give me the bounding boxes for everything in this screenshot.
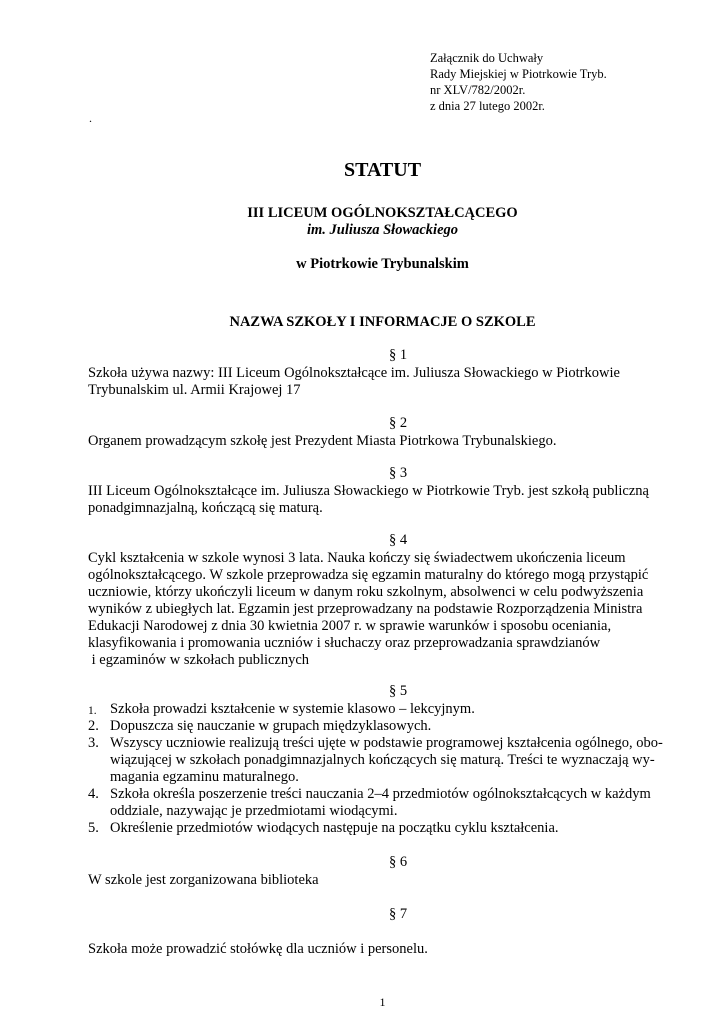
paragraph-5 <box>88 683 668 837</box>
paragraph-line: i egzaminów w szkołach publicznych <box>88 652 310 668</box>
paragraph-3 <box>88 465 668 517</box>
school-city: w Piotrkowie Trybunalskim <box>296 256 469 272</box>
paragraph-number: § 3 <box>388 465 408 481</box>
list-item-text: Szkoła prowadzi kształcenie w systemie klasowo – lekcyjnym. <box>110 701 475 717</box>
document-title: STATUT <box>343 159 422 181</box>
annex-line-4: z dnia 27 lutego 2002r. <box>430 99 545 113</box>
paragraph-2 <box>88 415 668 450</box>
list-item-number: 5. <box>88 820 99 836</box>
section-heading: NAZWA SZKOŁY I INFORMACJE O SZKOLE <box>229 314 536 330</box>
list-item-number: 1. <box>88 705 97 717</box>
annex-line-2: Rady Miejskiej w Piotrkowie Tryb. <box>430 67 607 81</box>
paragraph-line: Cykl kształcenia w szkole wynosi 3 lata. Nauka kończy się świadectwem ukończenia liceum <box>88 550 626 566</box>
paragraph-line: ogólnokształcącego. W szkole przeprowadza się egzamin maturalny do którego mogą przystąpić <box>88 567 649 583</box>
paragraph-number: § 2 <box>388 415 408 431</box>
numbered-list <box>88 701 668 837</box>
paragraph-text: Organem prowadzącym szkołę jest Prezydent Miasta Piotrkowa Trybunalskiego. <box>88 433 557 449</box>
page-number: 1 <box>379 995 386 1009</box>
list-item-text: Wszyscy uczniowie realizują treści ujęte w podstawie programowej kształcenia ogólnego, obo-wiązującej w szkołach ponadgimnazjalnych kończących się maturą. Treści te wyznaczają wy-magania egzaminu maturalnego. <box>110 735 663 785</box>
list-item-number: 4. <box>88 786 99 802</box>
paragraph-text: Szkoła może prowadzić stołówkę dla uczniów i personelu. <box>88 941 428 957</box>
list-item-text: Dopuszcza się nauczanie w grupach międzyklasowych. <box>110 718 432 734</box>
list-item <box>88 701 668 718</box>
paragraph-line: Edukacji Narodowej z dnia 30 kwietnia 2007 r. w sprawie warunków i sposobu oceniania, <box>88 618 612 634</box>
paragraph-text: W szkole jest zorganizowana biblioteka <box>88 872 319 888</box>
resolution-annex-note <box>430 50 607 114</box>
paragraph-6 <box>88 854 668 889</box>
list-item-text: Określenie przedmiotów wiodących następuje na początku cyklu kształcenia. <box>110 820 559 836</box>
paragraph-text: Szkoła używa nazwy: III Liceum Ogólnokształcące im. Juliusza Słowackiego w Piotrkowie Trybunalskim ul. Armii Krajowej 17 <box>88 365 620 398</box>
paragraph-line: uczniowie, którzy ukończyli liceum w danym roku szkolnym, absolwenci w celu podwyższenia <box>88 584 644 600</box>
paragraph-number: § 4 <box>388 532 408 548</box>
annex-line-1: Załącznik do Uchwały <box>430 51 544 65</box>
paragraph-number: § 7 <box>388 906 408 922</box>
school-name-block <box>20 205 725 239</box>
list-item <box>88 718 668 735</box>
list-item <box>88 735 668 786</box>
annex-line-3: nr XLV/782/2002r. <box>430 83 526 97</box>
list-item-number: 3. <box>88 735 99 751</box>
paragraph-1 <box>88 347 668 399</box>
list-item <box>88 786 668 820</box>
list-item-text: Szkoła określa poszerzenie treści nauczania 2–4 przedmiotów ogólnokształcących w każdym oddziale, nazywając je przedmiotami wiodącymi. <box>110 786 651 819</box>
paragraph-number: § 5 <box>388 683 408 699</box>
paragraph-number: § 1 <box>388 347 408 363</box>
school-patron: im. Juliusza Słowackiego <box>306 222 459 238</box>
stray-dot: . <box>89 111 92 125</box>
paragraph-number: § 6 <box>388 854 408 870</box>
list-item <box>88 820 668 837</box>
paragraph-line: wyników z ubiegłych lat. Egzamin jest przeprowadzany na podstawie Rozporządzenia Ministra <box>88 601 643 617</box>
paragraph-line: klasyfikowania i promowania uczniów i słuchaczy oraz przeprowadzania sprawdzianów <box>88 635 601 651</box>
paragraph-4 <box>88 532 668 669</box>
paragraph-7 <box>88 906 668 958</box>
school-name: III LICEUM OGÓLNOKSZTAŁCĄCEGO <box>247 205 518 221</box>
paragraph-text: III Liceum Ogólnokształcące im. Juliusza Słowackiego w Piotrkowie Tryb. jest szkołą publiczną ponadgimnazjalną, kończącą się maturą. <box>88 483 649 516</box>
list-item-number: 2. <box>88 718 99 734</box>
